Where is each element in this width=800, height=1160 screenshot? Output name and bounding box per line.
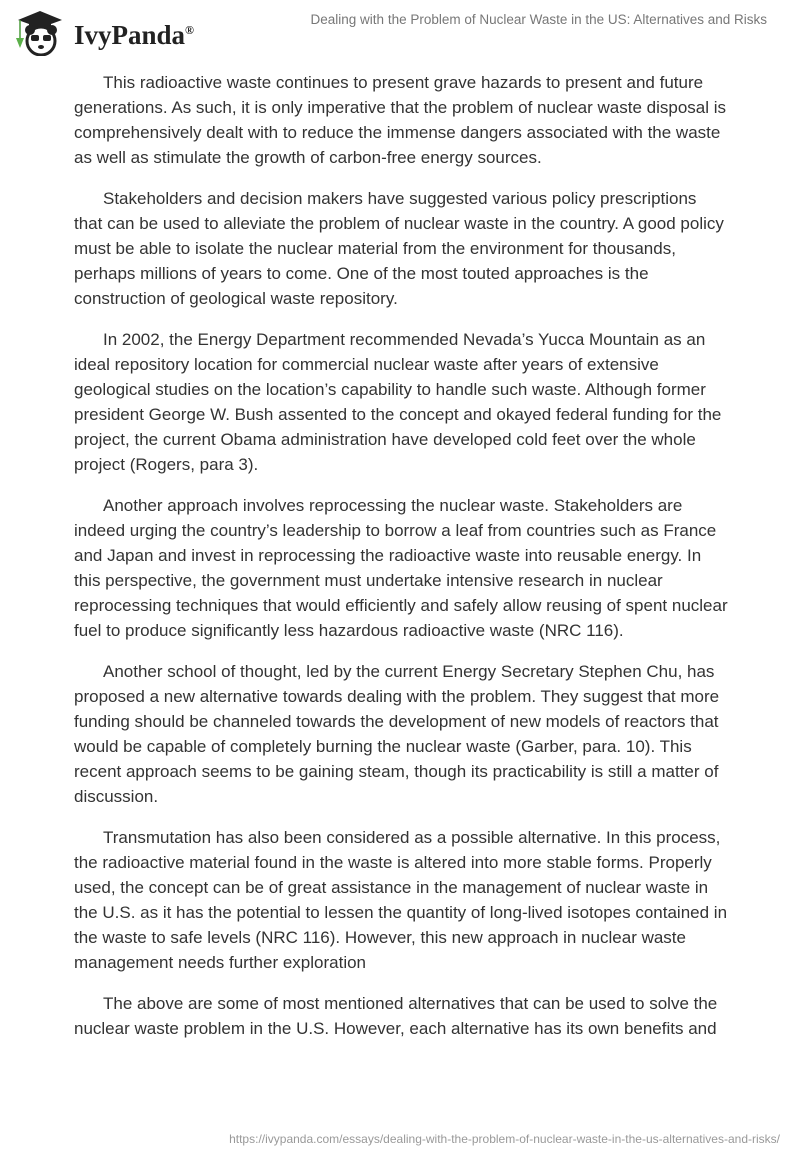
paragraph: This radioactive waste continues to present grave hazards to present and future generations. As such, it is only imperative that the problem of nuclear waste disposal is comprehensively dealt with to reduce the immense dangers associated with the waste as well as stimulate the growth of carbon-free energy sources.	[74, 73, 727, 167]
document-title: Dealing with the Problem of Nuclear Waste in the US: Alternatives and Risks	[310, 12, 767, 27]
source-url[interactable]: https://ivypanda.com/essays/dealing-with-the-problem-of-nuclear-waste-in-the-us-alternatives-and-risks/	[229, 1132, 780, 1146]
paragraph: Transmutation has also been considered as a possible alternative. In this process, the radioactive material found in the waste is altered into more stable forms. Properly used, the concept can be of great assistance in the management of nuclear waste in the U.S. as it has the potential to lessen the quantity of long-lived isotopes contained in the waste to safe levels (NRC 116). However, this new approach in nuclear waste management needs further exploration	[74, 828, 728, 972]
logo-text: IvyPanda®	[74, 19, 195, 50]
paragraph: Stakeholders and decision makers have suggested various policy prescriptions that can be used to alleviate the problem of nuclear waste in the country. A good policy must be able to isolate the nuclear material from the environment for thousands, perhaps millions of years to come. One of the most touted approaches is the construction of geological waste repository.	[74, 189, 724, 308]
paragraph: In 2002, the Energy Department recommended Nevada’s Yucca Mountain as an ideal repository location for commercial nuclear waste after years of extensive geological studies on the location’s capability to handle such waste. Although former president George W. Bush assented to the concept and okayed federal funding for the project, the current Obama administration have developed cold feet over the whole project (Rogers, para 3).	[74, 330, 722, 474]
panda-graduate-icon	[12, 8, 68, 56]
paragraph: Another school of thought, led by the current Energy Secretary Stephen Chu, has proposed a new alternative towards dealing with the problem. They suggest that more funding should be channeled towards the development of new models of reactors that would be capable of completely burning the nuclear waste (Garber, para. 10). This recent approach seems to be gaining steam, though its practicability is still a matter of discussion.	[74, 662, 720, 806]
essay-body	[74, 70, 728, 1057]
ivypanda-logo[interactable]	[12, 8, 194, 56]
paragraph: The above are some of most mentioned alternatives that can be used to solve the nuclear waste problem in the U.S. However, each alternative has its own benefits and	[74, 994, 718, 1038]
paragraph: Another approach involves reprocessing the nuclear waste. Stakeholders are indeed urging the country’s leadership to borrow a leaf from countries such as France and Japan and invest in reprocessing the radioactive waste into reusable energy. In this perspective, the government must undertake intensive research in nuclear reprocessing techniques that would efficiently and safely allow reusing of spent nuclear fuel to produce significantly less hazardous radioactive waste (NRC 116).	[74, 496, 728, 640]
